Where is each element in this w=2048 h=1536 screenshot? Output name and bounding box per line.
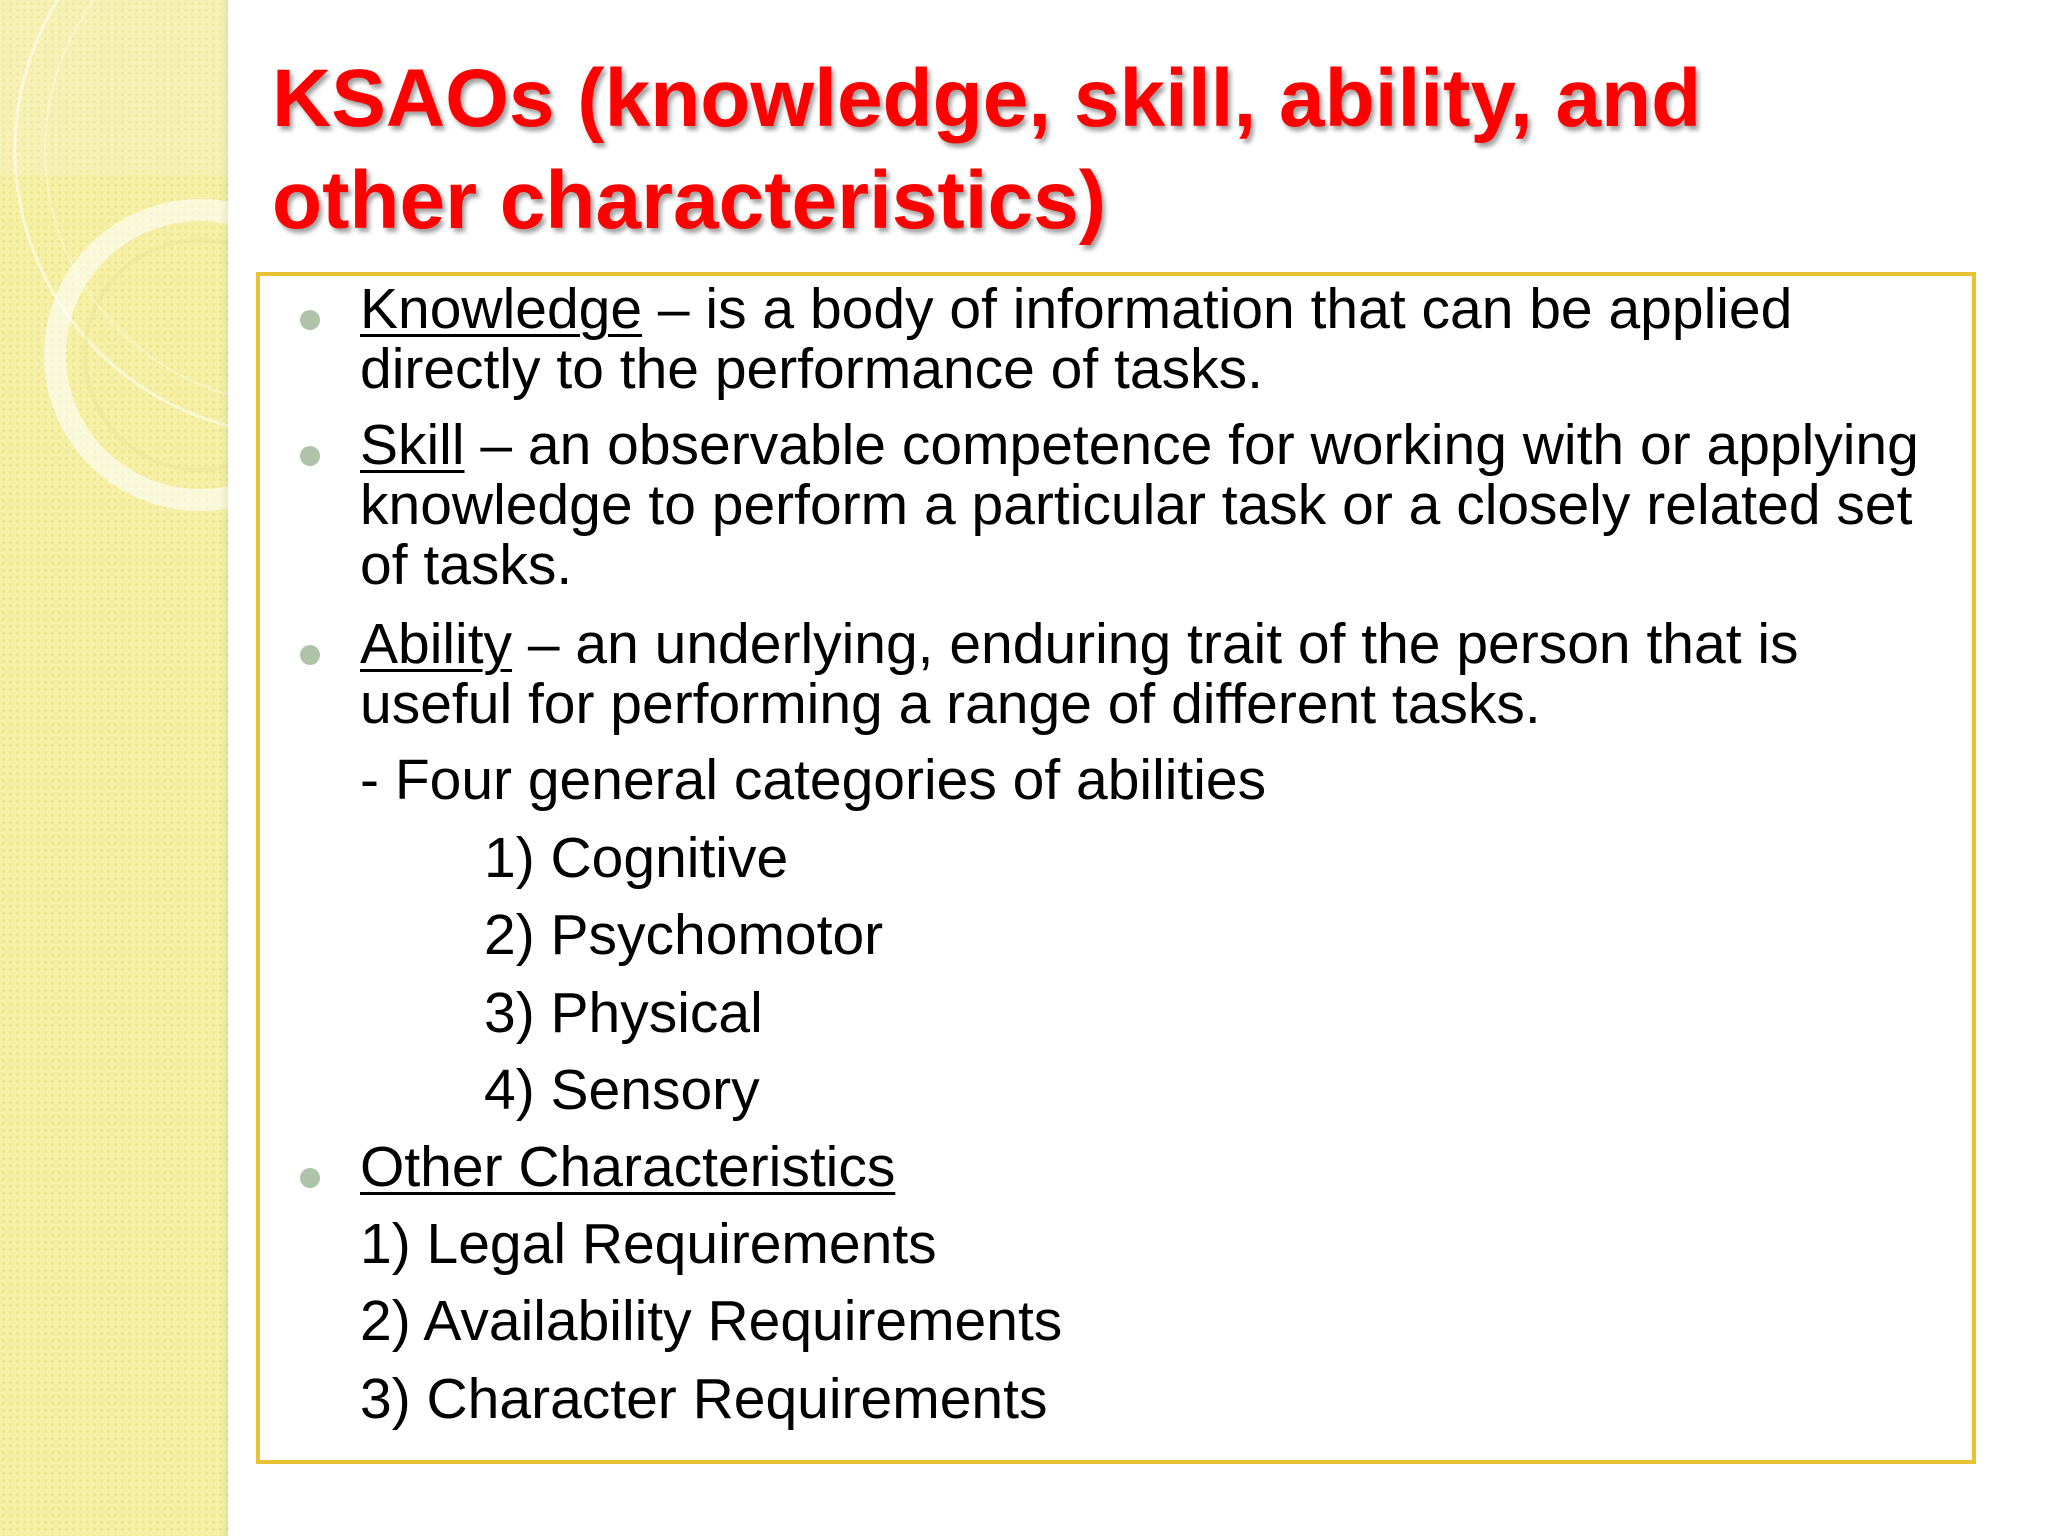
term-skill: Skill xyxy=(360,413,465,477)
strip-shadow xyxy=(220,0,228,1536)
bullet-icon xyxy=(300,310,320,330)
ability-categories-note: - Four general categories of abilities xyxy=(360,748,1267,812)
term-knowledge: Knowledge xyxy=(360,277,643,341)
bullet-icon xyxy=(300,1168,320,1188)
slide-title xyxy=(272,48,1972,252)
title-line-1: KSAOs (knowledge, skill, ability, and xyxy=(272,53,1702,144)
definition-ability: – an underlying, enduring trait of the person that is useful for performing a range of different tasks. xyxy=(360,612,1799,736)
list-item-knowledge xyxy=(360,279,1960,399)
other-subitem-1: 1) Legal Requirements xyxy=(360,1212,937,1276)
list-item-other-characteristics xyxy=(360,1137,1960,1197)
content-box xyxy=(256,272,1976,1464)
ability-subitem-2: 2) Psychomotor xyxy=(484,903,884,967)
title-line-2: other characteristics) xyxy=(272,155,1107,246)
term-other-characteristics: Other Characteristics xyxy=(360,1135,896,1199)
bullet-icon xyxy=(300,645,320,665)
term-ability: Ability xyxy=(360,612,513,676)
decorative-side-strip xyxy=(0,0,228,1536)
bullet-icon xyxy=(300,446,320,466)
other-subitem-2: 2) Availability Requirements xyxy=(360,1289,1063,1353)
ability-subitem-1: 1) Cognitive xyxy=(484,826,789,890)
decorative-rings-icon xyxy=(0,0,228,1536)
definition-knowledge: – is a body of information that can be applied directly to the performance of tasks. xyxy=(360,277,1793,401)
definition-skill: – an observable competence for working with or applying knowledge to perform a particular task or a closely related set of tasks. xyxy=(360,413,1919,597)
bullet-list xyxy=(260,276,1972,1460)
ability-subitem-4: 4) Sensory xyxy=(484,1058,760,1122)
list-item-ability xyxy=(360,614,1960,734)
ability-subitem-3: 3) Physical xyxy=(484,981,763,1045)
list-item-skill xyxy=(360,415,1960,595)
other-subitem-3: 3) Character Requirements xyxy=(360,1367,1048,1431)
